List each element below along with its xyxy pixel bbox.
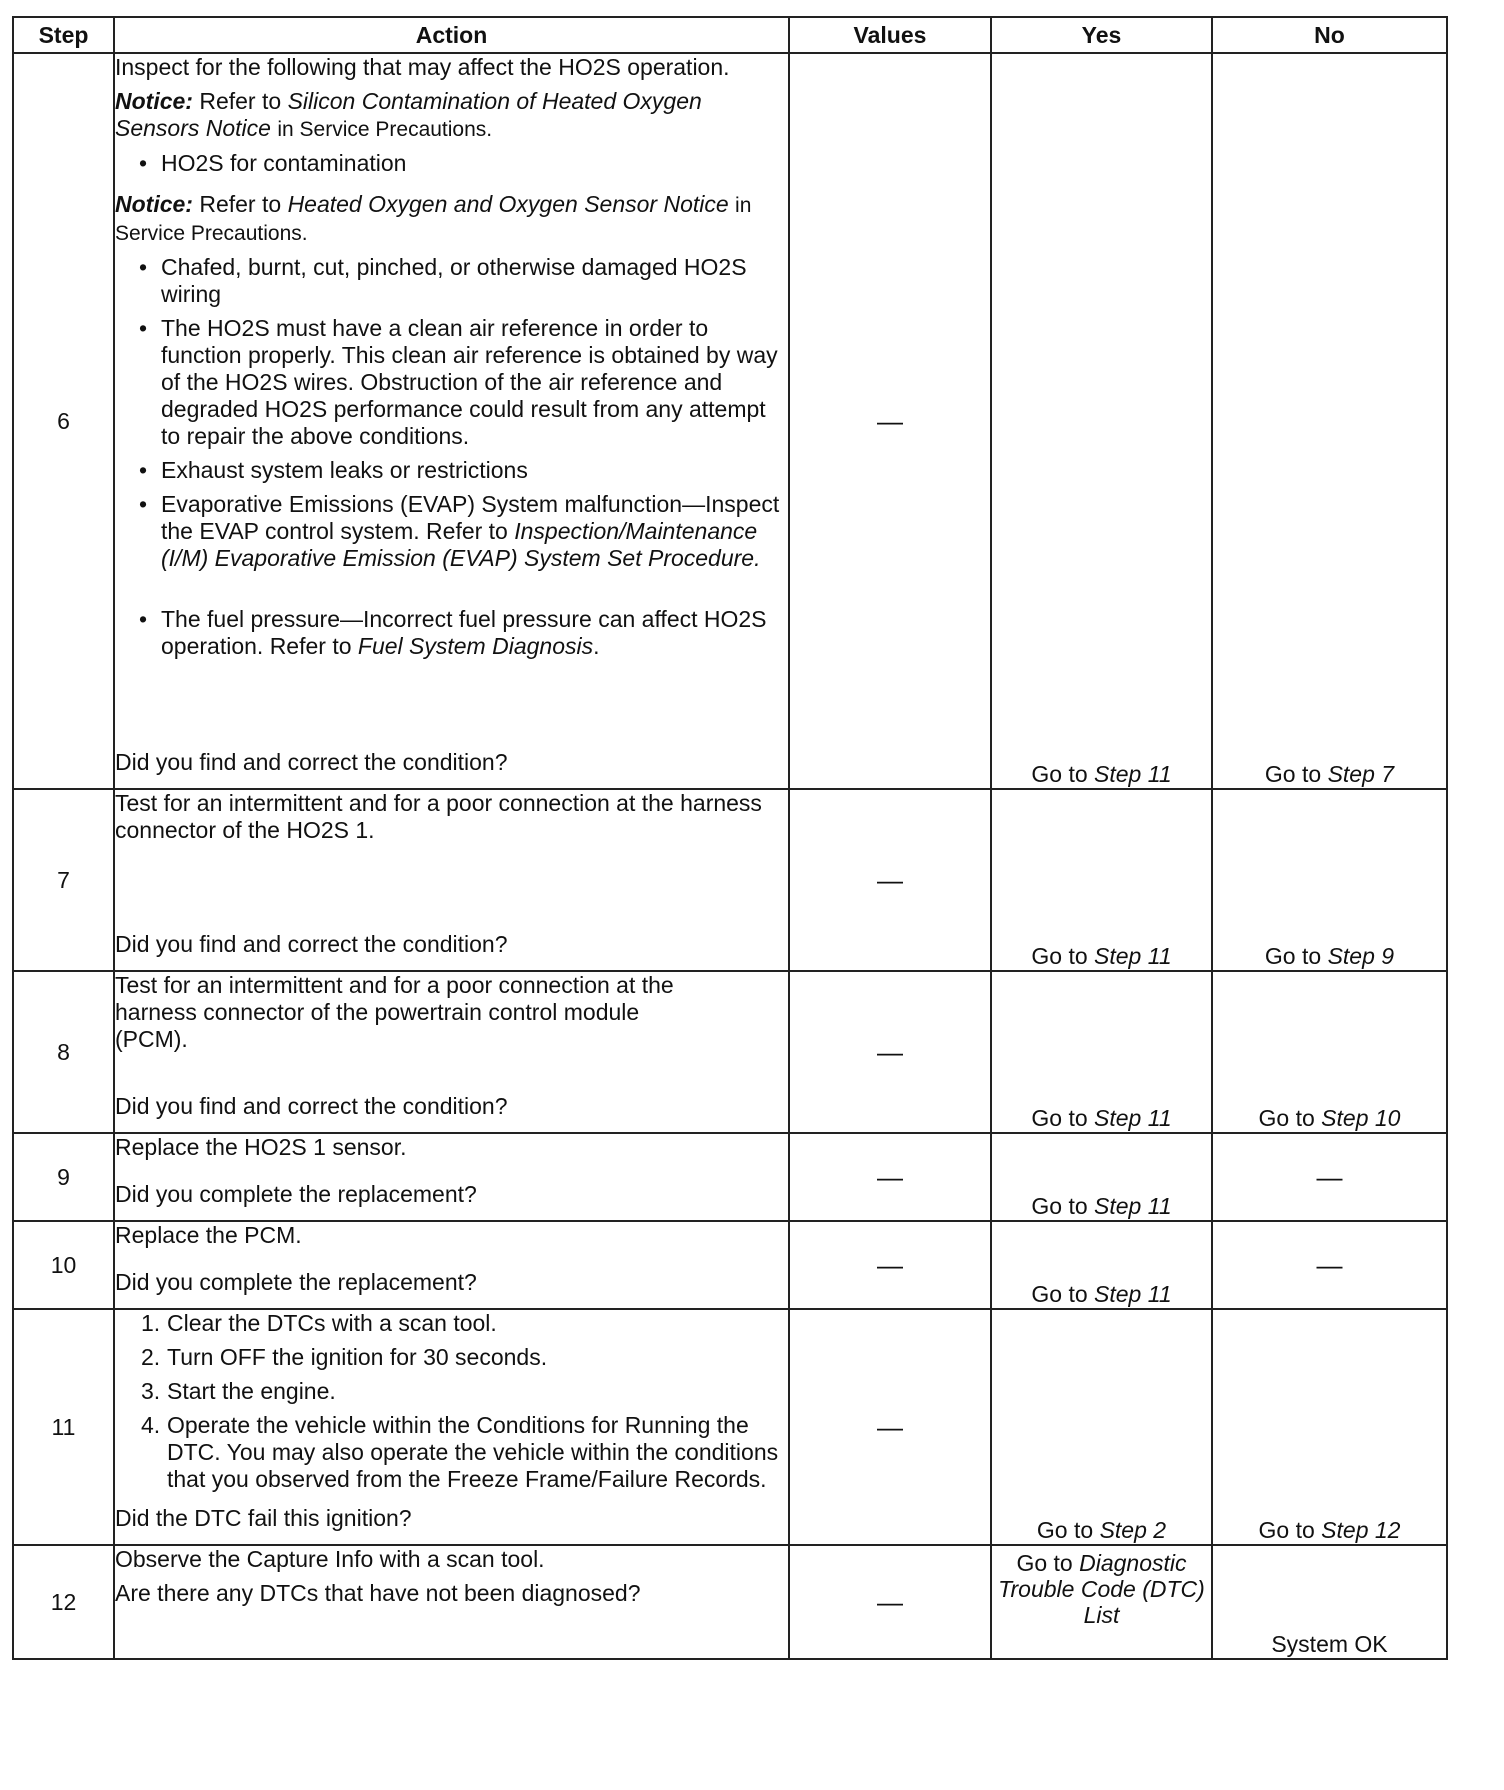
action-question: Did the DTC fail this ignition? (115, 1505, 412, 1531)
notice-reference-link[interactable]: Silicon Contamination of Heated Oxygen Sensors Notice (115, 88, 702, 141)
diagnostic-table (12, 16, 1448, 1660)
notice-label: Notice: (115, 88, 193, 114)
action-text: Test for an intermittent and for a poor connection at the harness connector of the powertrain control module (PCM). (115, 972, 674, 1052)
go-to-text: Go to (1031, 1193, 1088, 1219)
list-item (141, 1310, 788, 1337)
notice-text: Refer to (199, 88, 282, 114)
yes-cell (991, 53, 1212, 789)
table-row-step-12 (13, 1545, 1447, 1659)
action-question: Did you complete the replacement? (115, 1269, 477, 1295)
go-to-text: Go to (1264, 943, 1322, 969)
go-to-text: Go to (1258, 1105, 1315, 1131)
table-row-step-7 (13, 789, 1447, 971)
list-item-text: Turn OFF the ignition for 30 seconds. (167, 1344, 548, 1370)
list-item-text: Clear the DTCs with a scan tool. (167, 1310, 497, 1336)
yes-cell (991, 1221, 1212, 1309)
action-cell (114, 1221, 789, 1309)
notice (115, 191, 788, 247)
no-cell: — (1212, 1133, 1447, 1221)
table-row-step-9 (13, 1133, 1447, 1221)
no-cell (1212, 1545, 1447, 1659)
go-to-text: Go to (1031, 1105, 1088, 1131)
go-to-reference-link[interactable]: Diagnostic Trouble Code (DTC) List (998, 1550, 1205, 1628)
yes-cell (991, 1545, 1212, 1659)
action-question: Are there any DTCs that have not been diagnosed? (115, 1580, 641, 1606)
header-row (13, 17, 1447, 53)
notice-label: Notice: (115, 191, 193, 217)
go-to-step-link[interactable]: Step 11 (1094, 761, 1172, 787)
header-yes: Yes (991, 17, 1212, 53)
values-cell: — (789, 1545, 991, 1659)
go-to-step-link[interactable]: Step 9 (1327, 943, 1395, 969)
header-action: Action (114, 17, 789, 53)
go-to-text: Go to (1264, 761, 1322, 787)
reference-link[interactable]: Fuel System Diagnosis (357, 633, 594, 659)
action-question: Did you find and correct the condition? (115, 1093, 508, 1119)
step-number: 12 (13, 1545, 114, 1659)
values-cell: — (789, 971, 991, 1133)
action-text: Observe the Capture Info with a scan tool. (115, 1546, 545, 1572)
action-cell (114, 789, 789, 971)
go-to-step-link[interactable]: Step 11 (1094, 1193, 1172, 1219)
list-item: • Chafed, burnt, cut, pinched, or otherwise damaged HO2S wiring (139, 254, 788, 308)
list-item-text: Start the engine. (167, 1378, 336, 1404)
no-cell (1212, 1309, 1447, 1545)
go-to-step-link[interactable]: Step 2 (1099, 1517, 1167, 1543)
action-cell (114, 971, 789, 1133)
yes-cell (991, 789, 1212, 971)
bullet-list (115, 254, 788, 667)
action-question: Did you find and correct the condition? (115, 749, 508, 775)
action-intro: Inspect for the following that may affect the HO2S operation. (115, 54, 730, 80)
action-cell (114, 53, 789, 789)
list-number: 1. (141, 1310, 161, 1336)
header-values: Values (789, 17, 991, 53)
step-number: 8 (13, 971, 114, 1133)
list-number: 2. (141, 1344, 161, 1370)
values-cell: — (789, 1221, 991, 1309)
step-number: 10 (13, 1221, 114, 1309)
go-to-text: Go to (1031, 761, 1088, 787)
step-number: 9 (13, 1133, 114, 1221)
table-row-step-8 (13, 971, 1447, 1133)
action-cell (114, 1545, 789, 1659)
no-cell: — (1212, 1221, 1447, 1309)
numbered-list (115, 1310, 788, 1493)
go-to-text: Go to (1036, 1517, 1094, 1543)
no-cell (1212, 971, 1447, 1133)
list-item (139, 491, 788, 572)
go-to-step-link[interactable]: Step 11 (1094, 943, 1172, 969)
go-to-text: Go to (1031, 1281, 1088, 1307)
list-item: • The HO2S must have a clean air reference in order to function properly. This clean air reference is obtained by way of the HO2S wires. Obstruction of the air reference and degraded HO2S performance could result from any attempt to repair the above conditions. (139, 315, 788, 450)
go-to-step-link[interactable]: Step 11 (1094, 1281, 1172, 1307)
action-question: Did you complete the replacement? (115, 1181, 477, 1207)
yes-cell (991, 1133, 1212, 1221)
action-text: Test for an intermittent and for a poor connection at the harness connector of the HO2S 1. (115, 790, 762, 843)
go-to-text: Go to (1016, 1550, 1073, 1576)
action-text: Replace the PCM. (115, 1222, 302, 1248)
system-ok-text: System OK (1271, 1631, 1388, 1657)
go-to-step-link[interactable]: Step 11 (1094, 1105, 1172, 1131)
list-item (139, 606, 788, 660)
values-cell: — (789, 1309, 991, 1545)
list-item (141, 1378, 788, 1405)
no-cell (1212, 53, 1447, 789)
list-item-text: . (593, 633, 600, 659)
step-number: 6 (13, 53, 114, 789)
notice (115, 88, 788, 143)
list-number: 4. (141, 1412, 161, 1438)
list-item: • Exhaust system leaks or restrictions (139, 457, 788, 484)
go-to-step-link[interactable]: Step 10 (1321, 1105, 1401, 1131)
step-number: 7 (13, 789, 114, 971)
reference-link[interactable]: Inspection/Maintenance (I/M) Evaporative Emission (EVAP) System Set Procedure. (161, 518, 761, 571)
values-cell: — (789, 1133, 991, 1221)
yes-cell (991, 1309, 1212, 1545)
action-question: Did you find and correct the condition? (115, 931, 508, 957)
action-text: Replace the HO2S 1 sensor. (115, 1134, 407, 1160)
list-item-text: Evaporative Emissions (EVAP) System malfunction—Inspect the EVAP control system. Refer to (161, 491, 780, 544)
go-to-step-link[interactable]: Step 7 (1327, 761, 1395, 787)
action-cell (114, 1133, 789, 1221)
list-number: 3. (141, 1378, 161, 1404)
list-item (141, 1344, 788, 1371)
table-row-step-11 (13, 1309, 1447, 1545)
notice-text: in Service Precautions. (115, 194, 752, 245)
notice-text: Refer to (199, 191, 282, 217)
values-cell: — (789, 53, 991, 789)
go-to-text: Go to (1258, 1517, 1315, 1543)
notice-text: in Service Precautions. (277, 118, 493, 141)
list-item (141, 1412, 788, 1493)
list-item-text: Operate the vehicle within the Conditions for Running the DTC. You may also operate the vehicle within the conditions that you observed from the Freeze Frame/Failure Records. (167, 1412, 779, 1492)
notice-reference-link[interactable]: Heated Oxygen and Oxygen Sensor Notice (287, 191, 729, 217)
no-cell (1212, 789, 1447, 971)
header-step: Step (13, 17, 114, 53)
go-to-text: Go to (1031, 943, 1088, 969)
go-to-step-link[interactable]: Step 12 (1321, 1517, 1401, 1543)
step-number: 11 (13, 1309, 114, 1545)
yes-cell (991, 971, 1212, 1133)
list-item-text: The fuel pressure—Incorrect fuel pressure can affect HO2S operation. Refer to (161, 606, 767, 659)
action-cell (114, 1309, 789, 1545)
values-cell: — (789, 789, 991, 971)
table-row-step-10 (13, 1221, 1447, 1309)
table-row-step-6 (13, 53, 1447, 789)
list-item: • HO2S for contamination (139, 150, 788, 177)
header-no: No (1212, 17, 1447, 53)
bullet-list (115, 150, 788, 184)
